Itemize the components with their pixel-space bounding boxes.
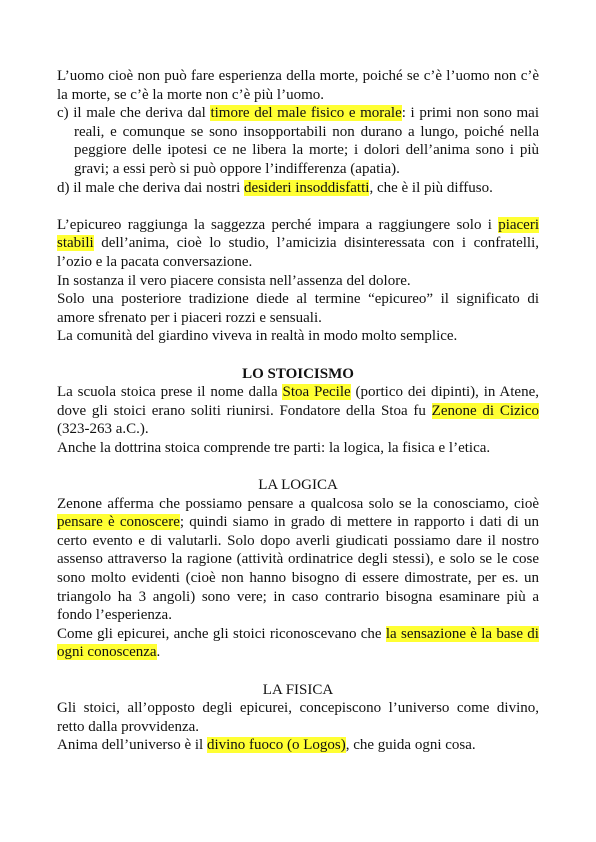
list-item-c: c) il male che deriva dal timore del male fisico e morale: i primi non sono mai reali, e comunque se sono insopportabili non durano a lungo, poiché nella peggiore delle ipotesi ce ne libera la morte; i dolori dell’anima sono i più gravi; a essi però si può oppore l’indifferenza (apatia). (57, 105, 539, 177)
spacer (57, 457, 539, 476)
highlight-pensare: pensare è conoscere (57, 514, 180, 531)
highlight-divino-fuoco: divino fuoco (o Logos) (206, 737, 346, 754)
giardino-paragraph: La comunità del giardino viveva in realtà in modo molto semplice. (57, 328, 458, 345)
highlight-stoa-pecile: Stoa Pecile (282, 384, 351, 401)
highlight-timore: timore del male fisico e morale (210, 105, 402, 122)
anima-paragraph: Anima dell’universo è il divino fuoco (o Logos), che guida ogni cosa. (57, 737, 476, 754)
tradizione-paragraph: Solo una posteriore tradizione diede al termine “epicureo” il significato di amore sfrenato per i piaceri rozzi e sensuali. (57, 291, 539, 326)
section-title-fisica: LA FISICA (262, 681, 334, 698)
highlight-desideri: desideri insoddisfatti (244, 179, 370, 196)
epicureo-paragraph: L’epicureo raggiunga la saggezza perché impara a raggiungere solo i piaceri stabili dell’anima, cioè lo studio, l’amicizia disinteressata con i confratelli, l’ozio e la pacata conversazione. (57, 216, 539, 270)
section-title-logica: LA LOGICA (258, 477, 338, 494)
document-body (57, 67, 539, 755)
highlight-zenone: Zenone di Cizico (431, 402, 539, 419)
section-title-stoicismo: LO STOICISMO (242, 365, 354, 382)
spacer (57, 662, 539, 681)
sensazione-paragraph: Come gli epicurei, anche gli stoici riconoscevano che la sensazione è la base di ogni conoscenza. (57, 625, 539, 661)
stoa-paragraph: La scuola stoica prese il nome dalla Stoa Pecile (portico dei dipinti), in Atene, dove gli stoici erano soliti riunirsi. Fondatore della Stoa fu Zenone di Cizico (323-263 a.C.). (57, 384, 539, 438)
sostanza-paragraph: In sostanza il vero piacere consista nell’assenza del dolore. (57, 272, 411, 289)
fisica-paragraph: Gli stoici, all’opposto degli epicurei, concepiscono l’universo come divino, retto dalla provvidenza. (57, 700, 539, 735)
highlight-piaceri: piaceri stabili (57, 216, 539, 252)
dottrina-paragraph: Anche la dottrina stoica comprende tre parti: la logica, la fisica e l’etica. (57, 439, 491, 456)
spacer (57, 197, 539, 216)
spacer (57, 346, 539, 365)
highlight-sensazione: la sensazione è la base di ogni conoscenza (57, 625, 539, 661)
logica-paragraph: Zenone afferma che possiamo pensare a qualcosa solo se la conosciamo, cioè pensare è conoscere; quindi siamo in grado di mettere in rapporto i dati di un certo evento e di valutarli. Solo dopo averli giudicati possiamo dare il nostro assenso attraverso la ragione (attività ordinatrice degli stessi), e solo se le cose sono molto evidenti (cioè non hanno bisogno di essere dimostrate, per es. un triangolo ha 3 angoli) sono vere; in caso contrario bisogna esaminare più a fondo l’esperienza. (57, 495, 539, 624)
intro-paragraph: L’uomo cioè non può fare esperienza della morte, poiché se c’è l’uomo non c’è la morte, se c’è la morte non c’è più l’uomo. (57, 68, 539, 103)
list-item-d: d) il male che deriva dai nostri desideri insoddisfatti, che è il più diffuso. (57, 179, 493, 196)
